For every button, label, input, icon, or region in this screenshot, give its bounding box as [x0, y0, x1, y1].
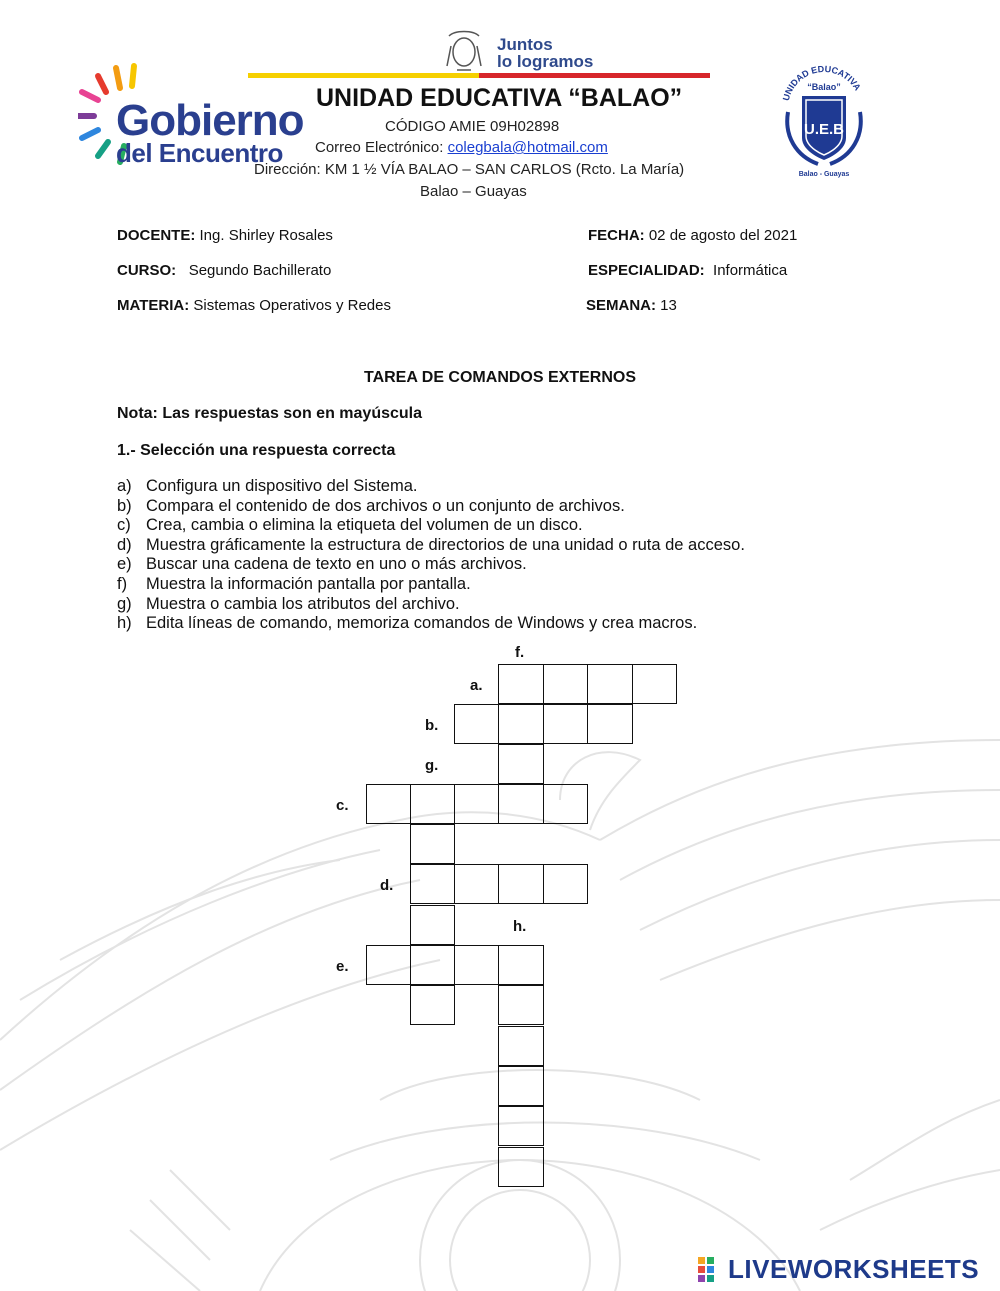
- crossword-cell[interactable]: [454, 864, 499, 904]
- crossword-cell[interactable]: [498, 1026, 544, 1066]
- crossword-cell[interactable]: [454, 704, 499, 744]
- crossword-cell-input[interactable]: [499, 665, 547, 705]
- crossword-cell[interactable]: [498, 864, 544, 904]
- city: Balao – Guayas: [420, 183, 527, 200]
- crossword-label-g: g.: [425, 757, 439, 774]
- crossword-label-a: a.: [470, 677, 483, 694]
- crossword-cell[interactable]: [454, 945, 499, 985]
- crossword-cell[interactable]: [498, 1147, 544, 1187]
- crossword-cell[interactable]: [498, 1106, 544, 1146]
- crossword-cell-input[interactable]: [499, 865, 547, 905]
- crossword-label-h: h.: [513, 918, 527, 935]
- slogan: Juntos lo logramos: [497, 35, 594, 71]
- email-link[interactable]: colegbala@hotmail.com: [447, 139, 608, 156]
- clue-list: [117, 477, 745, 634]
- school-emblem-icon: [778, 56, 870, 180]
- crossword-cell-input[interactable]: [544, 785, 591, 825]
- crossword-cell[interactable]: [366, 945, 411, 985]
- email-line: [315, 139, 608, 156]
- flag-color-bar: [248, 73, 710, 78]
- crossword-cell[interactable]: [543, 664, 588, 704]
- ecuador-seal-icon: [445, 26, 483, 76]
- crossword-cell-input[interactable]: [411, 785, 458, 825]
- question-heading: 1.- Selección una respuesta correcta: [117, 442, 396, 459]
- crossword-cell-input[interactable]: [499, 705, 547, 745]
- clue-h: h) Edita líneas de comando, memoriza comandos de Windows y crea macros.: [117, 614, 698, 633]
- crossword-cell-input[interactable]: [411, 865, 458, 905]
- task-title: TAREA DE COMANDOS EXTERNOS: [363, 369, 636, 386]
- crossword-cell[interactable]: [498, 704, 544, 744]
- crossword-cell[interactable]: [498, 945, 544, 985]
- clue-b: b) Compara el contenido de dos archivos o un conjunto de archivos.: [117, 496, 625, 515]
- crossword-cell[interactable]: [543, 704, 588, 744]
- crossword-label-d: d.: [380, 877, 394, 894]
- liveworksheets-brand: LIVEWORKSHEETS: [728, 1254, 980, 1284]
- crossword-cell-input[interactable]: [544, 665, 591, 705]
- crossword-label-b: b.: [425, 717, 439, 734]
- crossword-label-e: e.: [336, 958, 349, 975]
- crossword-cell-input[interactable]: [367, 785, 414, 825]
- crossword-cell[interactable]: [410, 784, 455, 824]
- clue-e: e) Buscar una cadena de texto en uno o más archivos.: [117, 555, 527, 574]
- crossword-cell-input[interactable]: [411, 946, 458, 986]
- crossword-cell[interactable]: [632, 664, 677, 704]
- svg-text:UNIDAD EDUCATIVA: UNIDAD EDUCATIVA: [780, 63, 863, 102]
- materia-field: MATERIA: Sistemas Operativos y Redes: [117, 297, 391, 314]
- semana-field: SEMANA: 13: [586, 297, 677, 314]
- crossword-label-c: c.: [336, 797, 349, 814]
- crossword-cell-input[interactable]: [411, 906, 458, 946]
- crossword-cell[interactable]: [366, 784, 411, 824]
- clue-d: d) Muestra gráficamente la estructura de directorios de una unidad o ruta de acceso.: [117, 535, 745, 554]
- crossword-cell[interactable]: [410, 945, 455, 985]
- svg-text:“Balao”: “Balao”: [807, 82, 841, 92]
- crossword-cell-input[interactable]: [499, 986, 547, 1026]
- crossword-cell[interactable]: [410, 864, 455, 904]
- amie-code: CÓDIGO AMIE 09H02898: [385, 118, 560, 135]
- svg-text:U.E.B: U.E.B: [803, 121, 845, 138]
- crossword-cell-input[interactable]: [588, 665, 636, 705]
- school-name: UNIDAD EDUCATIVA “BALAO”: [316, 84, 683, 112]
- crossword-cell[interactable]: [587, 664, 633, 704]
- clue-a: a) Configura un dispositivo del Sistema.: [117, 477, 418, 495]
- svg-text:Balao - Guayas: Balao - Guayas: [798, 171, 850, 178]
- crossword-cell-input[interactable]: [455, 705, 502, 745]
- task-note: Nota: Las respuestas son en mayúscula: [117, 405, 422, 422]
- liveworksheets-logo-icon: [698, 1257, 724, 1283]
- crossword-cell-input[interactable]: [633, 665, 680, 705]
- gobierno-logo-subtext: del Encuentro: [116, 138, 283, 168]
- crossword-cell[interactable]: [543, 784, 588, 824]
- clue-g: g) Muestra o cambia los atributos del archivo.: [117, 594, 460, 613]
- crossword-cell[interactable]: [410, 905, 455, 945]
- crossword-cell-input[interactable]: [499, 745, 547, 785]
- crossword-cell-input[interactable]: [499, 1107, 547, 1147]
- gobierno-logo-text: Gobierno: [116, 96, 304, 145]
- crossword-cell-input[interactable]: [367, 946, 414, 986]
- crossword-cell[interactable]: [410, 985, 455, 1025]
- crossword-cell-input[interactable]: [588, 705, 636, 745]
- especialidad-field: ESPECIALIDAD: Informática: [588, 262, 788, 279]
- crossword-cell[interactable]: [498, 985, 544, 1025]
- address: Dirección: KM 1 ½ VÍA BALAO – SAN CARLOS (Rcto. La María): [254, 161, 685, 178]
- crossword-cell[interactable]: [543, 864, 588, 904]
- crossword-cell-input[interactable]: [411, 986, 458, 1026]
- crossword-cell-input[interactable]: [499, 1027, 547, 1067]
- clue-f: f) Muestra la información pantalla por pantalla.: [117, 574, 471, 593]
- crossword-cell-input[interactable]: [499, 785, 547, 825]
- crossword-cell[interactable]: [454, 784, 499, 824]
- crossword-cell[interactable]: [587, 704, 633, 744]
- crossword-cell-input[interactable]: [544, 705, 591, 745]
- crossword-cell-input[interactable]: [499, 946, 547, 986]
- fecha-field: FECHA: 02 de agosto del 2021: [588, 227, 798, 244]
- crossword-cell[interactable]: [498, 744, 544, 784]
- crossword-cell[interactable]: [410, 824, 455, 864]
- crossword-cell-input[interactable]: [411, 825, 458, 865]
- crossword-cell[interactable]: [498, 784, 544, 824]
- crossword-cell-input[interactable]: [455, 865, 502, 905]
- crossword-cell[interactable]: [498, 1066, 544, 1106]
- crossword-cell-input[interactable]: [499, 1067, 547, 1107]
- curso-field: CURSO: Segundo Bachillerato: [117, 262, 332, 279]
- clue-c: c) Crea, cambia o elimina la etiqueta del volumen de un disco.: [117, 516, 583, 535]
- crossword-cell-input[interactable]: [455, 785, 502, 825]
- crossword-label-f: f.: [515, 644, 525, 661]
- crossword-cell[interactable]: [498, 664, 544, 704]
- crossword-cell-input[interactable]: [455, 946, 502, 986]
- crossword-cell-input[interactable]: [544, 865, 591, 905]
- crossword-cell-input[interactable]: [499, 1148, 547, 1188]
- email-label: Correo Electrónico:: [315, 139, 444, 156]
- docente-field: DOCENTE: Ing. Shirley Rosales: [117, 227, 333, 244]
